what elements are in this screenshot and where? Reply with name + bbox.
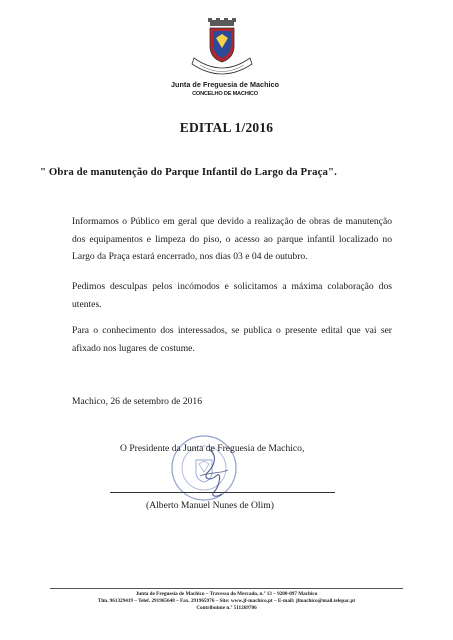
coat-of-arms-icon [186,18,258,78]
body-paragraph: Informamos o Público em geral que devido a realização de obras de manutenção dos equipamentos e limpeza do piso, o acesso ao parque infantil localizado no Largo da Praça estará encerrado, nos dias 03 e 04 de outubro. [72,216,392,262]
president-line: O Presidente da Junta de Freguesia de Machico, [120,443,305,454]
signer-name: (Alberto Manuel Nunes de Olim) [146,500,274,511]
footer-divider [50,588,403,589]
organization-name: Junta de Freguesia de Machico [170,80,280,89]
body-paragraph: Para o conhecimento dos interessados, se publica o presente edital que vai ser afixado nos lugares de costume. [72,325,392,354]
document-title: EDITAL 1/2016 [179,120,274,135]
footer-address: Junta de Freguesia de Machico – Travessa do Mercado, n.º 13 – 9200-097 Machico [135,591,318,597]
place-and-date: Machico, 26 de setembro de 2016 [72,396,203,407]
signature-line [110,492,335,493]
signature-icon [170,446,260,506]
organization-subtitle: CONCELHO DE MACHICO [192,91,258,97]
document-subject: " Obra de manutenção do Parque Infantil do Largo da Praça". [40,166,337,178]
footer-tax-number: Contribuinte n.º 511269706 [196,605,257,611]
footer-contacts: Tlm. 961329419 – Telef. 291965648 – Fax. 291965976 – Site: www.jf-machico.pt – E-mail: jfmachico@mail.telepac.pt [97,598,356,604]
body-paragraph: Pedimos desculpas pelos incómodos e solicitamos a máxima colaboração dos utentes. [72,281,392,310]
